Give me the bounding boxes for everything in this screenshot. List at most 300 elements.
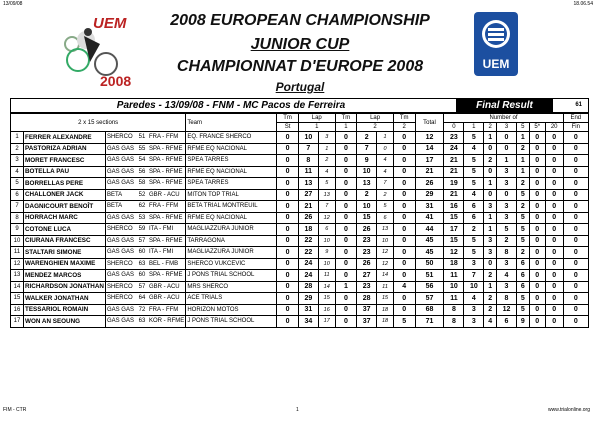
lap1-subscore: 13	[318, 189, 335, 201]
total-score: 12	[415, 132, 444, 144]
count-2: 0	[484, 189, 497, 201]
end-header: End	[563, 114, 588, 123]
bike: GAS GAS	[105, 270, 136, 282]
end-fin: 0	[563, 304, 588, 316]
lap1-score: 26	[298, 212, 318, 224]
time-penalty-1: 0	[335, 235, 357, 247]
time-penalty-start: 0	[277, 178, 299, 190]
count-20: 0	[545, 304, 563, 316]
count-5: 2	[516, 178, 529, 190]
lap1-num-header: 1	[298, 123, 335, 132]
lap1-subscore: 16	[318, 304, 335, 316]
count-1: 10	[464, 281, 484, 293]
count-3: 3	[497, 281, 517, 293]
tm2-header: Tm	[335, 114, 357, 123]
count-0: 15	[444, 235, 464, 247]
bike: GAS GAS	[105, 304, 136, 316]
lap2-subscore: 15	[377, 293, 394, 305]
team: ACE TRIALS	[186, 293, 277, 305]
count-0: 24	[444, 143, 464, 155]
end-fin: 0	[563, 281, 588, 293]
end-fin: 0	[563, 189, 588, 201]
footer-website: www.trialonline.org	[548, 407, 590, 413]
time-penalty-2: 0	[393, 143, 415, 155]
results-table	[10, 113, 589, 328]
count-5s: 0	[529, 132, 545, 144]
count-20: 0	[545, 189, 563, 201]
time-penalty-start: 0	[277, 247, 299, 259]
final-result-number: 61	[575, 102, 582, 108]
time-penalty-1: 0	[335, 304, 357, 316]
count-20: 0	[545, 281, 563, 293]
lap2-score: 23	[357, 247, 377, 259]
footer-page: 1	[296, 407, 299, 413]
count-0: 17	[444, 224, 464, 236]
time-penalty-2: 0	[393, 166, 415, 178]
count-5s: 0	[529, 316, 545, 328]
time-penalty-2: 0	[393, 155, 415, 167]
count-0: 12	[444, 247, 464, 259]
pos: 2	[11, 143, 24, 155]
count-0: 21	[444, 155, 464, 167]
tm3-header: Tm	[393, 114, 415, 123]
total-score: 45	[415, 235, 444, 247]
event-bar	[10, 98, 589, 113]
pos: 8	[11, 212, 24, 224]
time-penalty-2: 0	[393, 132, 415, 144]
count-5s: 0	[529, 247, 545, 259]
time-penalty-start: 0	[277, 293, 299, 305]
count-2: 1	[484, 281, 497, 293]
bike: GAS GAS	[105, 247, 136, 259]
lap2-score: 10	[357, 166, 377, 178]
bike: GAS GAS	[105, 178, 136, 190]
end-fin: 0	[563, 235, 588, 247]
count-5s: 0	[529, 281, 545, 293]
count-5: 6	[516, 258, 529, 270]
lap2-subscore: 12	[377, 258, 394, 270]
count-20: 0	[545, 143, 563, 155]
bike: BETA	[105, 189, 136, 201]
nation: SPA - RFME	[148, 212, 186, 224]
count-0: 8	[444, 316, 464, 328]
pos: 11	[11, 247, 24, 259]
count-3: 2	[497, 235, 517, 247]
table-row	[11, 166, 589, 178]
lap2-num-header: 2	[357, 123, 394, 132]
count-3: 3	[497, 201, 517, 213]
pos: 1	[11, 132, 24, 144]
time-penalty-1: 0	[335, 166, 357, 178]
rider-name: RICHARDSON JONATHAN	[24, 281, 106, 293]
tm3-num-header: 2	[393, 123, 415, 132]
lap1-subscore: 5	[318, 178, 335, 190]
count-20: 0	[545, 247, 563, 259]
lap1-score: 22	[298, 247, 318, 259]
count-0: 11	[444, 270, 464, 282]
lap1-score: 27	[298, 189, 318, 201]
bike: SHERCO	[105, 224, 136, 236]
lap2-score: 15	[357, 212, 377, 224]
time-penalty-2: 0	[393, 304, 415, 316]
total-score: 68	[415, 304, 444, 316]
time-penalty-2: 0	[393, 270, 415, 282]
logo-left-text: UEM	[93, 15, 127, 32]
nation: SPA - RFME	[148, 155, 186, 167]
count-20: 0	[545, 178, 563, 190]
count-5s: 0	[529, 212, 545, 224]
team: SPEA TARRES	[186, 155, 277, 167]
time-penalty-1: 0	[335, 189, 357, 201]
time-penalty-2: 0	[393, 201, 415, 213]
nation: SPA - RFME	[148, 166, 186, 178]
total-score: 41	[415, 212, 444, 224]
count-0: 19	[444, 178, 464, 190]
nation: KOR - RFME	[148, 316, 186, 328]
time-penalty-start: 0	[277, 224, 299, 236]
count-5s: 0	[529, 166, 545, 178]
count-1: 3	[464, 304, 484, 316]
time-penalty-start: 0	[277, 201, 299, 213]
lap1-score: 34	[298, 316, 318, 328]
count-5-header: 5	[516, 123, 529, 132]
count-0: 23	[444, 132, 464, 144]
number: 58	[136, 178, 148, 190]
time-penalty-start: 0	[277, 212, 299, 224]
count-5s: 0	[529, 224, 545, 236]
count-1: 4	[464, 189, 484, 201]
lap2-header: Lap	[357, 114, 394, 123]
count-3: 4	[497, 270, 517, 282]
team: TARRAGONA	[186, 235, 277, 247]
rider-name: MORET FRANCESC	[24, 155, 106, 167]
end-fin: 0	[563, 247, 588, 259]
count-20: 0	[545, 235, 563, 247]
rider-name: TESSARIOL ROMAIN	[24, 304, 106, 316]
count-0: 8	[444, 304, 464, 316]
nation: ITA - FMI	[148, 247, 186, 259]
count-3: 3	[497, 166, 517, 178]
count-20: 0	[545, 132, 563, 144]
count-5s: 0	[529, 178, 545, 190]
team: SHERCO VUKCEVIC	[186, 258, 277, 270]
time-penalty-start: 0	[277, 270, 299, 282]
count-3: 5	[497, 224, 517, 236]
count-5: 5	[516, 224, 529, 236]
count-1: 5	[464, 247, 484, 259]
count-5: 5	[516, 189, 529, 201]
bike: GAS GAS	[105, 143, 136, 155]
total-score: 14	[415, 143, 444, 155]
count-20: 0	[545, 224, 563, 236]
time-penalty-start: 0	[277, 189, 299, 201]
count-5: 5	[516, 304, 529, 316]
count-2: 0	[484, 166, 497, 178]
table-row	[11, 293, 589, 305]
bike: SHERCO	[105, 293, 136, 305]
title-line-2: JUNIOR CUP	[250, 36, 350, 53]
time-penalty-2: 0	[393, 293, 415, 305]
table-row	[11, 132, 589, 144]
count-2: 3	[484, 201, 497, 213]
pos: 5	[11, 178, 24, 190]
rider-name: WON AN SEOUNG	[24, 316, 106, 328]
team: RFME EQ NACIONAL	[186, 212, 277, 224]
time-penalty-start: 0	[277, 166, 299, 178]
time-penalty-1: 0	[335, 224, 357, 236]
bike: SHERCO	[105, 258, 136, 270]
time-penalty-start: 0	[277, 258, 299, 270]
lap2-subscore: 2	[377, 189, 394, 201]
time-penalty-1: 0	[335, 316, 357, 328]
time-penalty-2: 5	[393, 316, 415, 328]
time-penalty-start: 0	[277, 143, 299, 155]
lap1-subscore: 10	[318, 258, 335, 270]
end-fin: 0	[563, 166, 588, 178]
count-1: 5	[464, 155, 484, 167]
count-20: 0	[545, 316, 563, 328]
time-penalty-1: 0	[335, 178, 357, 190]
rider-name: HORRACH MARC	[24, 212, 106, 224]
number: 55	[136, 143, 148, 155]
lap2-score: 37	[357, 316, 377, 328]
title-line-3: CHAMPIONNAT D'EUROPE 2008	[176, 58, 424, 75]
total-header: Total	[415, 114, 444, 132]
total-score: 51	[415, 270, 444, 282]
table-row	[11, 304, 589, 316]
pos: 10	[11, 235, 24, 247]
total-score: 44	[415, 224, 444, 236]
count-2: 3	[484, 247, 497, 259]
time-penalty-2: 0	[393, 235, 415, 247]
number: 51	[136, 132, 148, 144]
count-1: 4	[464, 293, 484, 305]
pos: 16	[11, 304, 24, 316]
team: MRS SHERCO	[186, 281, 277, 293]
rider-name: PASTORIZA ADRIAN	[24, 143, 106, 155]
count-5s: 0	[529, 235, 545, 247]
bike: GAS GAS	[105, 212, 136, 224]
count-2: 1	[484, 132, 497, 144]
nation: GBR - ACU	[148, 189, 186, 201]
count-3: 12	[497, 304, 517, 316]
lap1-score: 8	[298, 155, 318, 167]
count-5s: 0	[529, 155, 545, 167]
number-of-header: Number of	[444, 114, 563, 123]
table-row	[11, 178, 589, 190]
footer-left: FIM - CTR	[3, 407, 27, 413]
count-2-header: 2	[484, 123, 497, 132]
nation: FRA - FFM	[148, 132, 186, 144]
count-2: 1	[484, 212, 497, 224]
count-0: 21	[444, 189, 464, 201]
uem-emblem-logo	[470, 10, 522, 80]
number: 63	[136, 316, 148, 328]
event-name: Paredes - 13/09/08 - FNM - MC Pacos de Ferreira	[116, 100, 346, 111]
lap1-score: 24	[298, 258, 318, 270]
lap1-subscore: 1	[318, 143, 335, 155]
count-2: 2	[484, 155, 497, 167]
team: RFME EQ NACIONAL	[186, 143, 277, 155]
rider-name: STALTARI SIMONE	[24, 247, 106, 259]
lap2-subscore: 4	[377, 155, 394, 167]
count-3: 8	[497, 247, 517, 259]
count-2: 1	[484, 178, 497, 190]
lap1-score: 28	[298, 281, 318, 293]
bike: GAS GAS	[105, 235, 136, 247]
count-0: 21	[444, 166, 464, 178]
lap2-subscore: 13	[377, 224, 394, 236]
lap2-subscore: 4	[377, 166, 394, 178]
nation: FRA - FFM	[148, 201, 186, 213]
count-5: 2	[516, 143, 529, 155]
table-row	[11, 224, 589, 236]
count-20-header: 20	[545, 123, 563, 132]
nation: GBR - ACU	[148, 293, 186, 305]
count-2: 0	[484, 258, 497, 270]
fin-header: Fin	[563, 123, 588, 132]
count-3: 1	[497, 155, 517, 167]
number: 52	[136, 189, 148, 201]
end-fin: 0	[563, 293, 588, 305]
count-3: 3	[497, 258, 517, 270]
count-3: 6	[497, 316, 517, 328]
lap1-subscore: 3	[318, 132, 335, 144]
lap1-score: 31	[298, 304, 318, 316]
logo-right-text: UEM	[482, 57, 510, 71]
rider-name: WARENGHIEN MAXIME	[24, 258, 106, 270]
count-1: 5	[464, 178, 484, 190]
count-5: 6	[516, 270, 529, 282]
count-1: 2	[464, 224, 484, 236]
number: 72	[136, 304, 148, 316]
time-penalty-2: 0	[393, 178, 415, 190]
number: 60	[136, 247, 148, 259]
lap2-score: 26	[357, 258, 377, 270]
count-5s: 0	[529, 304, 545, 316]
lap2-subscore: 6	[377, 212, 394, 224]
lap1-score: 18	[298, 224, 318, 236]
time-penalty-1: 0	[335, 212, 357, 224]
end-fin: 0	[563, 212, 588, 224]
lap2-subscore: 14	[377, 270, 394, 282]
final-result-label: Final Result	[456, 99, 553, 112]
nation: SPA - RFME	[148, 270, 186, 282]
table-row	[11, 270, 589, 282]
bike: GAS GAS	[105, 316, 136, 328]
number: 63	[136, 258, 148, 270]
count-2: 2	[484, 304, 497, 316]
table-row	[11, 155, 589, 167]
time-penalty-start: 0	[277, 304, 299, 316]
count-5s: 0	[529, 258, 545, 270]
time-penalty-start: 0	[277, 316, 299, 328]
count-0: 15	[444, 212, 464, 224]
count-1: 5	[464, 235, 484, 247]
team: J PONS TRIAL SCHOOL	[186, 316, 277, 328]
count-5s: 0	[529, 270, 545, 282]
number: 57	[136, 281, 148, 293]
count-5s: 0	[529, 293, 545, 305]
total-score: 57	[415, 293, 444, 305]
total-score: 50	[415, 258, 444, 270]
rider-name: MENDEZ MARCOS	[24, 270, 106, 282]
team: HORIZON MOTOS	[186, 304, 277, 316]
count-3-header: 3	[497, 123, 517, 132]
count-3: 0	[497, 143, 517, 155]
count-3: 8	[497, 293, 517, 305]
pos: 4	[11, 166, 24, 178]
count-20: 0	[545, 201, 563, 213]
team: BETA TRIAL MONTREUIL	[186, 201, 277, 213]
nation: SPA - RFME	[148, 235, 186, 247]
count-5: 9	[516, 316, 529, 328]
end-fin: 0	[563, 132, 588, 144]
lap2-score: 26	[357, 224, 377, 236]
rider-name: COTONE LUCA	[24, 224, 106, 236]
count-0: 18	[444, 258, 464, 270]
table-row	[11, 212, 589, 224]
nation: SPA - RFME	[148, 178, 186, 190]
count-5: 1	[516, 132, 529, 144]
count-2: 0	[484, 143, 497, 155]
lap2-subscore: 10	[377, 235, 394, 247]
pos: 15	[11, 293, 24, 305]
table-row	[11, 258, 589, 270]
time-penalty-1: 0	[335, 258, 357, 270]
end-fin: 0	[563, 178, 588, 190]
team: RFME EQ NACIONAL	[186, 166, 277, 178]
title-line-4: Portugal	[275, 80, 325, 94]
count-1: 3	[464, 258, 484, 270]
count-1: 3	[464, 316, 484, 328]
time-penalty-1: 0	[335, 143, 357, 155]
lap2-subscore: 7	[377, 178, 394, 190]
total-score: 21	[415, 166, 444, 178]
count-3: 3	[497, 178, 517, 190]
count-2: 2	[484, 270, 497, 282]
nation: FRA - FFM	[148, 304, 186, 316]
bike: GAS GAS	[105, 166, 136, 178]
count-0: 10	[444, 281, 464, 293]
lap2-score: 28	[357, 293, 377, 305]
table-row	[11, 235, 589, 247]
lap1-subscore: 7	[318, 201, 335, 213]
lap1-subscore: 14	[318, 281, 335, 293]
lap1-score: 10	[298, 132, 318, 144]
count-5s: 0	[529, 201, 545, 213]
pos: 13	[11, 270, 24, 282]
print-date: 13/09/08	[3, 1, 23, 7]
team: MAGLIAZZURA JUNIOR	[186, 224, 277, 236]
rider-name: FERRER ALEXANDRE	[24, 132, 106, 144]
lap1-subscore: 15	[318, 293, 335, 305]
count-20: 0	[545, 212, 563, 224]
lap1-subscore: 10	[318, 235, 335, 247]
nation: GBR - ACU	[148, 281, 186, 293]
end-fin: 0	[563, 270, 588, 282]
pos: 17	[11, 316, 24, 328]
count-1: 7	[464, 270, 484, 282]
lap1-score: 21	[298, 201, 318, 213]
team: MITON TOP TRIAL	[186, 189, 277, 201]
count-5s: 0	[529, 143, 545, 155]
lap2-subscore: 5	[377, 201, 394, 213]
count-0: 11	[444, 293, 464, 305]
rider-name: WALKER JONATHAN	[24, 293, 106, 305]
print-time: 18.06.54	[573, 1, 593, 7]
count-1: 4	[464, 143, 484, 155]
